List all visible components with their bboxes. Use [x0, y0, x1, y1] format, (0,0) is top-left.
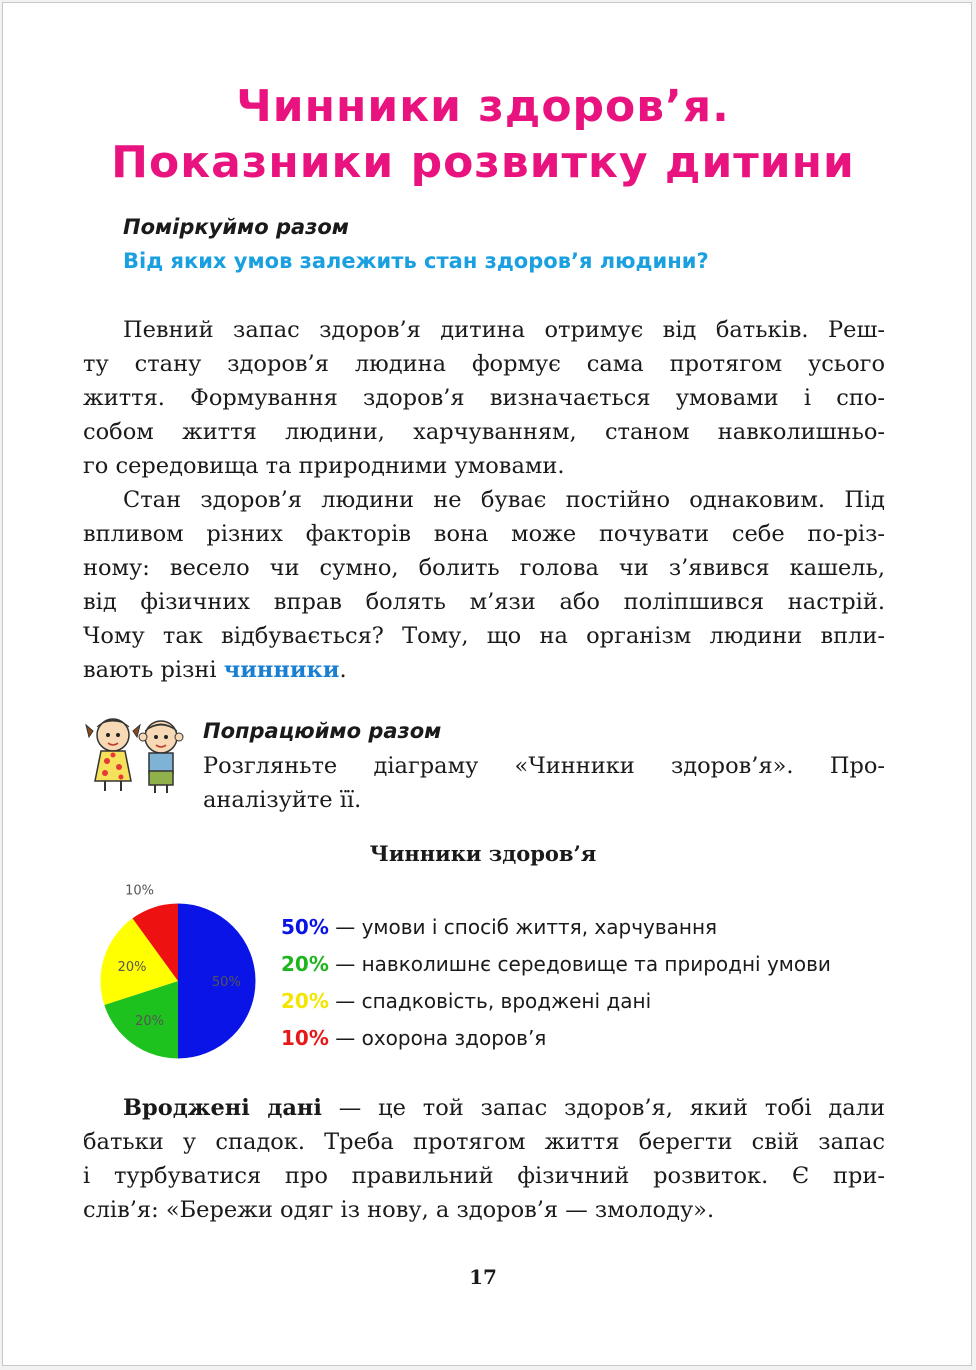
paragraph-1-line: ту стану здоров’я людина формує сама протягом усього	[83, 351, 885, 377]
work-together-line: аналізуйте її.	[203, 787, 362, 813]
paragraph-1-line: Певний запас здоров’я дитина отримує від батьків. Реш-	[123, 317, 885, 343]
think-together-question: Від яких умов залежить стан здоров’я людини?	[123, 249, 709, 273]
legend-percent: 20%	[281, 989, 329, 1013]
chart-legend	[281, 909, 831, 1057]
pie-chart	[83, 873, 273, 1073]
pie-slice-label-2: 20%	[117, 960, 147, 976]
pie-slice-label-0: 50%	[211, 975, 241, 990]
legend-item-1	[281, 946, 831, 983]
paragraph-2-last-suffix: .	[339, 657, 347, 683]
page-number: 17	[469, 1265, 497, 1289]
term-vrodzheni-dani: Вроджені дані	[123, 1095, 322, 1121]
legend-item-0	[281, 909, 831, 946]
legend-label: — умови і спосіб життя, харчування	[328, 915, 718, 939]
legend-percent: 50%	[281, 915, 329, 939]
page-title-line-2: Показники розвитку дитини	[111, 137, 855, 188]
pie-chart-svg	[83, 873, 273, 1073]
paragraph-1-line: го середовища та природними умовами.	[83, 453, 565, 479]
work-together-heading: Попрацюймо разом	[203, 719, 442, 743]
textbook-page	[2, 2, 972, 1366]
children-illustration	[83, 715, 193, 795]
think-together-heading: Поміркуймо разом	[123, 215, 349, 239]
paragraph-3	[83, 1091, 885, 1227]
legend-percent: 10%	[281, 1026, 329, 1050]
page-title-line-1: Чинники здоров’я.	[236, 81, 730, 132]
pie-slice-label-1: 20%	[135, 1014, 165, 1030]
paragraph-1-line: собом життя людини, харчуванням, станом навколишньо-	[83, 419, 885, 445]
paragraph-2-line: Чому так відбувається? Тому, що на організм людини впли-	[83, 623, 885, 649]
legend-label: — навколишнє середовище та природні умови	[328, 952, 831, 976]
chart-title: Чинники здоров’я	[369, 841, 597, 866]
paragraph-2-last-prefix: вають різні	[83, 657, 224, 683]
paragraph-1-line: життя. Формування здоров’я визначається умовами і спо-	[83, 385, 885, 411]
paragraph-1	[83, 313, 885, 483]
work-together-line: Розгляньте діаграму «Чинники здоров’я». Про-	[203, 753, 885, 779]
paragraph-3-line-1-rest: — це той запас здоров’я, який тобі дали	[321, 1095, 885, 1121]
legend-item-3	[281, 1020, 831, 1057]
paragraph-2	[83, 483, 885, 687]
paragraph-2-line: від фізичних вправ болять м’язи або поліпшився настрій.	[83, 589, 885, 615]
term-chynnyky: чинники	[223, 657, 340, 683]
paragraph-3-line: і турбуватися про правильний фізичний розвиток. Є при-	[83, 1163, 885, 1189]
legend-label: — охорона здоров’я	[328, 1026, 547, 1050]
legend-item-2	[281, 983, 831, 1020]
paragraph-2-last-line	[83, 653, 885, 687]
paragraph-2-line: впливом різних факторів вона може почувати себе по-різ-	[83, 521, 885, 547]
legend-label: — спадковість, вроджені дані	[328, 989, 652, 1013]
work-together-task	[203, 749, 885, 817]
paragraph-3-line	[83, 1091, 885, 1125]
legend-percent: 20%	[281, 952, 329, 976]
paragraph-3-line: слів’я: «Бережи одяг із нову, а здоров’я — змолоду».	[83, 1197, 715, 1223]
paragraph-2-line: ному: весело чи сумно, болить голова чи з’явився кашель,	[83, 555, 885, 581]
paragraph-2-line: Стан здоров’я людини не буває постійно однаковим. Під	[123, 487, 885, 513]
paragraph-3-line: батьки у спадок. Треба протягом життя берегти свій запас	[83, 1129, 885, 1155]
pie-slice-label-3: 10%	[125, 883, 155, 899]
